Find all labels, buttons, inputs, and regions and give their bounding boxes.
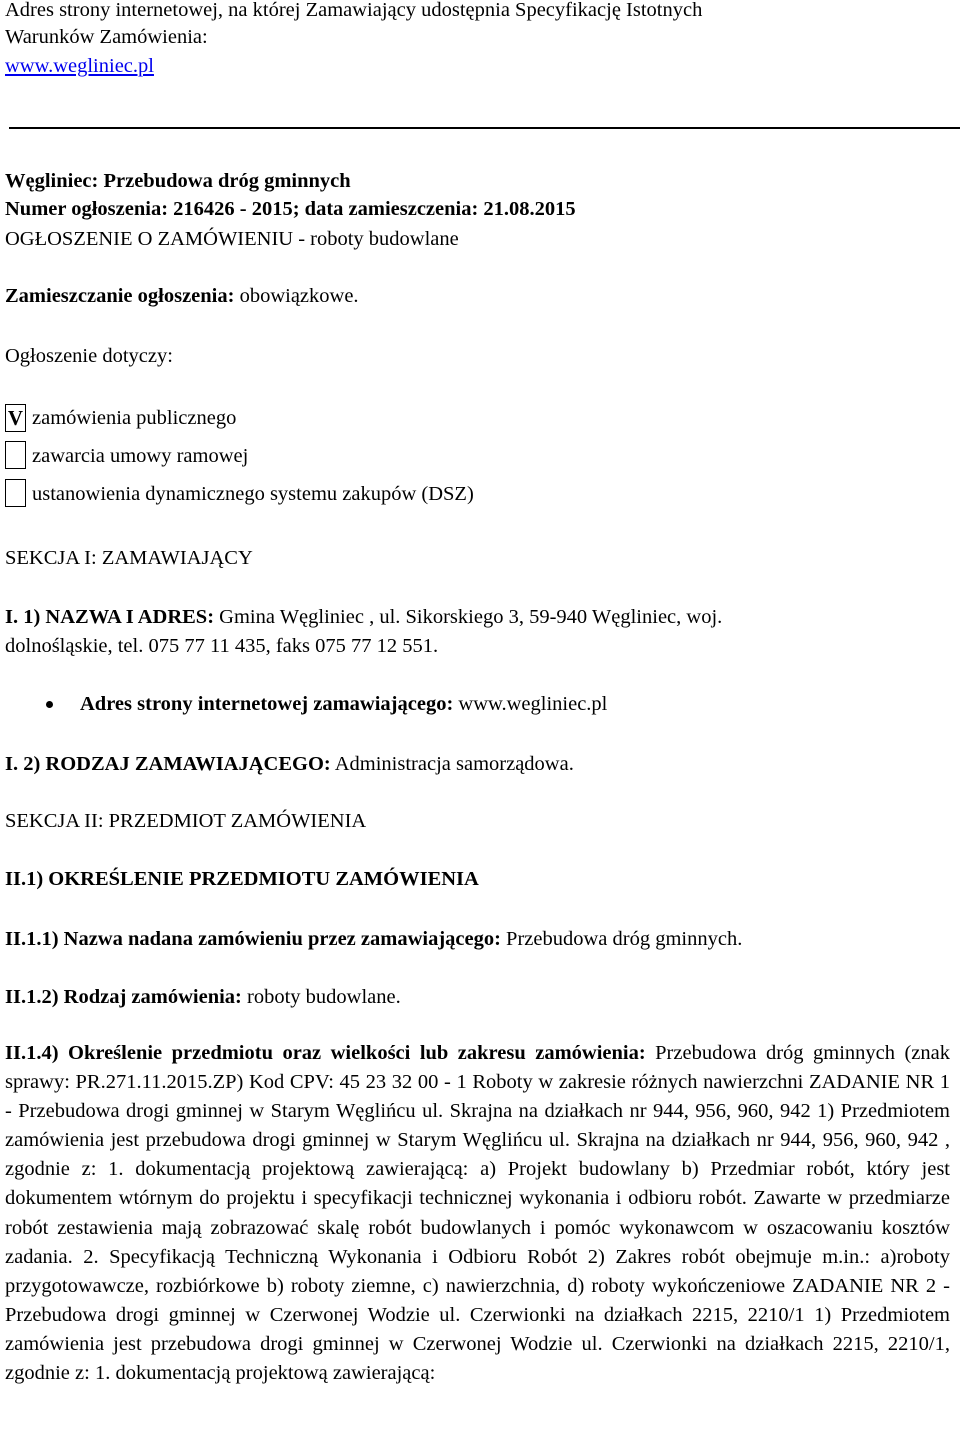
website-label: Adres strony internetowej zamawiającego: <box>80 693 454 715</box>
name-address-label: I. 1) NAZWA I ADRES: <box>5 606 215 628</box>
checkbox-label-framework-agreement: zawarcia umowy ramowej <box>32 445 249 467</box>
obligation-value: obowiązkowe. <box>239 285 359 307</box>
section-1-heading: SEKCJA I: ZAMAWIAJĄCY <box>5 547 253 569</box>
checkbox-public-contract[interactable]: V <box>5 404 26 432</box>
contracting-type-value: Administracja samorządowa. <box>334 753 574 775</box>
contract-name-label: II.1.1) Nazwa nadana zamówieniu przez zamawiającego: <box>5 928 501 950</box>
website-value: www.wegliniec.pl <box>458 693 608 715</box>
checkbox-label-public-contract: zamówienia publicznego <box>32 407 237 429</box>
subject-description <box>5 1039 950 1388</box>
contract-kind-label: II.1.2) Rodzaj zamówienia: <box>5 986 242 1008</box>
concerns-label: Ogłoszenie dotyczy: <box>5 345 173 367</box>
contract-name-value: Przebudowa dróg gminnych. <box>506 928 743 950</box>
subject-description-value: Przebudowa dróg gminnych (znak sprawy: PR.271.11.2015.ZP) Kod CPV: 45 23 32 00 - 1 Roboty w zakresie różnych nawierzchni ZADANIE NR 1 - Przebudowa drogi gminnej w Starym Węglińcu ul. Skrajna na działkach nr 944, 956, 960, 942 1) Przedmiotem zamówienia jest przebudowa drogi gminnej w Starym Węglińcu ul. Skrajna na działkach nr 944, 956, 960, 942 , zgodnie z: 1. dokumentacją projektową zawierającą: a) Projekt budowlany b) Przedmiar robót, który jest dokumentem wtórnym do projektu i specyfikacji technicznej wykonania i odbioru robót. Zawarte w przedmiarze robót zestawienia mają zobrazować skalę robót budowlanych i pomóc wykonawcom w oszacowaniu kosztów zadania. 2. Specyfikacją Techniczną Wykonania i Odbioru Robót 2) Zakres robót obejmuje m.in.: a)roboty przygotowawcze, rozbiórkowe b) roboty ziemne, c) nawierzchnia, d) roboty wykończeniowe ZADANIE NR 2 - Przebudowa drogi gminnej w Czerwonej Wodzie ul. Czerwionki na działkach 2215, 2210/1 1) Przedmiotem zamówienia jest przebudowa drogi gminnej w Czerwonej Wodzie ul. Czerwionki na działkach 2215, 2210/1, zgodnie z: 1. dokumentacją projektową zawierającą: <box>5 1042 951 1385</box>
name-address-value-1: Gmina Węgliniec , ul. Sikorskiego 3, 59-940 Węgliniec, woj. <box>219 606 723 628</box>
checkbox-dps[interactable] <box>5 479 26 507</box>
contract-kind-value: roboty budowlane. <box>247 986 401 1008</box>
subject-subheading: II.1) OKREŚLENIE PRZEDMIOTU ZAMÓWIENIA <box>5 868 479 890</box>
notice-type: OGŁOSZENIE O ZAMÓWIENIU - roboty budowlane <box>5 228 459 250</box>
obligation-label: Zamieszczanie ogłoszenia: <box>5 285 235 307</box>
checkbox-framework-agreement[interactable] <box>5 441 26 469</box>
checkbox-label-dps: ustanowienia dynamicznego systemu zakupów (DSZ) <box>32 483 474 505</box>
address-intro-line-2: Warunków Zamówienia: <box>5 26 208 48</box>
notice-number: Numer ogłoszenia: 216426 - 2015; data zamieszczenia: 21.08.2015 <box>5 198 576 220</box>
subject-description-label: II.1.4) Określenie przedmiotu oraz wielkości lub zakresu zamówienia: <box>5 1042 646 1064</box>
horizontal-divider <box>9 127 960 129</box>
contracting-type-label: I. 2) RODZAJ ZAMAWIAJĄCEGO: <box>5 753 331 775</box>
notice-title: Węgliniec: Przebudowa dróg gminnych <box>5 170 351 192</box>
website-link[interactable]: www.wegliniec.pl <box>5 55 154 77</box>
section-2-heading: SEKCJA II: PRZEDMIOT ZAMÓWIENIA <box>5 810 367 832</box>
address-intro-line-1: Adres strony internetowej, na której Zamawiający udostępnia Specyfikację Istotnych <box>5 0 703 21</box>
name-address-value-2: dolnośląskie, tel. 075 77 11 435, faks 075 77 12 551. <box>5 635 439 657</box>
bullet-icon <box>46 701 53 708</box>
